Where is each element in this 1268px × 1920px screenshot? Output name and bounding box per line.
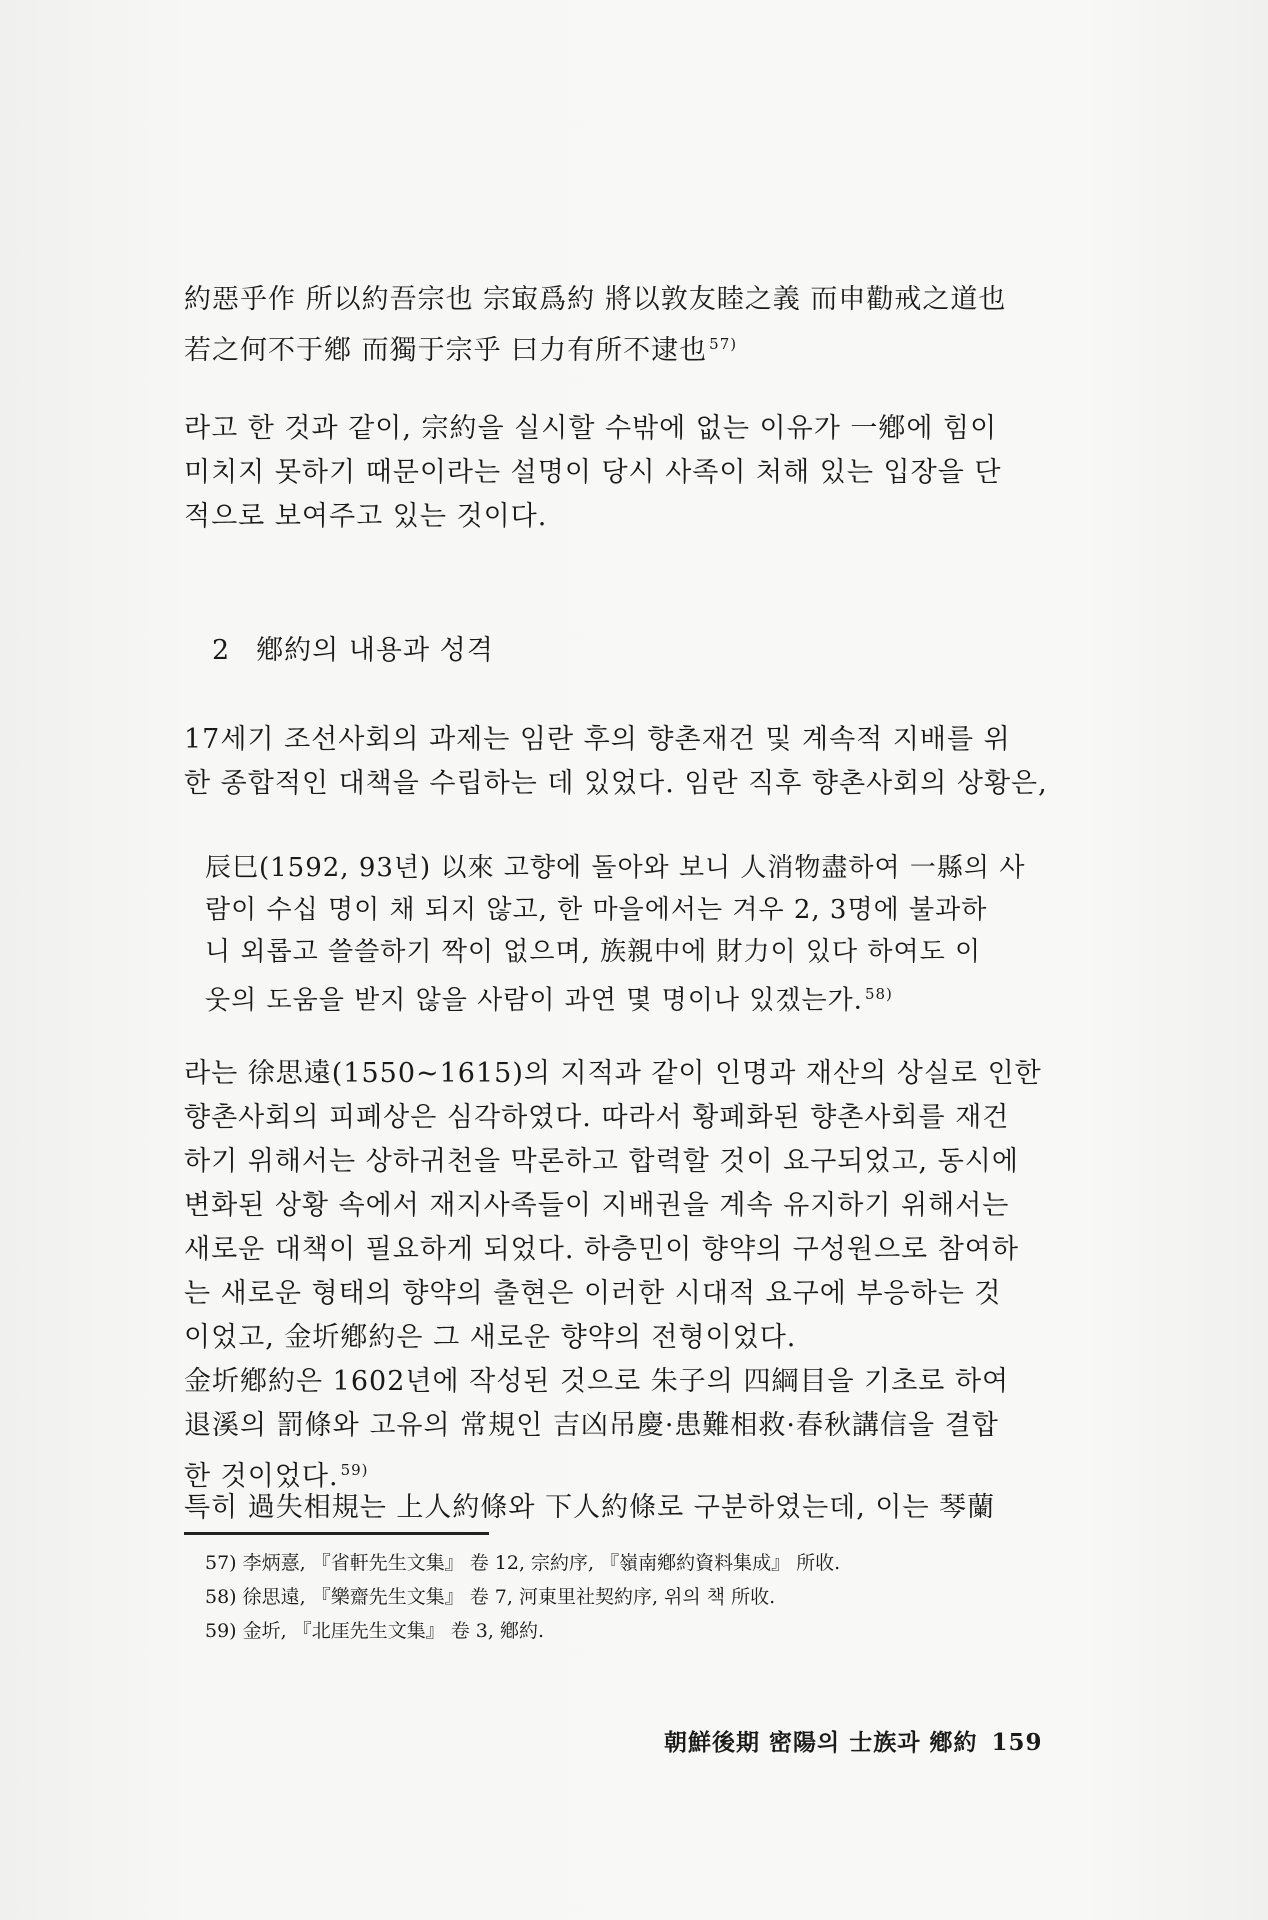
paragraph [184,718,1084,806]
paragraph [184,407,1084,539]
text-line: 金圻鄕約은 1602년에 작성된 것으로 朱子의 四綱目을 기초로 하여 [184,1366,1010,1397]
text-line: 한 종합적인 대책을 수립하는 데 있었다. 임란 직후 향촌사회의 상황은, [184,768,1048,799]
section-title: 鄕約의 내용과 성격 [256,635,494,666]
block-quote [205,847,1085,1015]
section-number: 2 [212,635,231,666]
quote-text: 若之何不于鄕 而獨于宗乎 曰力有所不逮也 [184,335,708,366]
footnote: 58) 徐思遠, 『樂齋先生文集』 卷 7, 河東里社契約序, 위의 책 所收. [205,1586,776,1608]
classical-quote [184,278,1084,366]
quote-line [184,322,1084,366]
text: 한 것이었다. [184,1461,339,1492]
paragraph [184,1052,1084,1360]
page-number: 159 [991,1729,1043,1756]
text-line: 향촌사회의 피폐상은 심각하였다. 따라서 황폐화된 향촌사회를 재건 [184,1102,1010,1133]
footnote: 57) 李炳憙, 『省軒先生文集』 卷 12, 宗約序, 『嶺南鄕約資料集成』 所收. [205,1552,841,1574]
text-line: 는 새로운 형태의 향약의 출현은 이러한 시대적 요구에 부응하는 것 [184,1278,1002,1309]
footnote-ref-57: 57) [709,335,738,353]
quote-text: 웃의 도움을 받지 않을 사람이 과연 몇 명이나 있겠는가. [205,985,863,1016]
footnote: 59) 金圻, 『北厓先生文集』 卷 3, 鄕約. [205,1620,544,1642]
footnotes [205,1546,1065,1648]
text-line: 하기 위해서는 상하귀천을 막론하고 합력할 것이 요구되었고, 동시에 [184,1146,1019,1177]
text-line: 17세기 조선사회의 과제는 임란 후의 향촌재건 및 계속적 지배를 위 [184,724,1011,755]
text-line: 라고 한 것과 같이, 宗約을 실시할 수밖에 없는 이유가 一鄕에 힘이 [184,413,998,444]
quote-line: 니 외롭고 쓸쓸하기 짝이 없으며, 族親中에 財力이 있다 하여도 이 [205,937,982,967]
text-line: 라는 徐思遠(1550~1615)의 지적과 같이 인명과 재산의 상실로 인한 [184,1058,1042,1089]
text-line: 미치지 못하기 때문이라는 설명이 당시 사족이 처해 있는 입장을 단 [184,457,1002,488]
footnote-divider [184,1532,489,1535]
running-footer [664,1724,1042,1757]
text-line: 退溪의 罰條와 고유의 常規인 吉凶吊慶·患難相救·春秋講信을 결합 [184,1410,999,1441]
quote-line [205,973,1085,1015]
text-line: 이었고, 金圻鄕約은 그 새로운 향약의 전형이었다. [184,1322,797,1353]
quote-line: 람이 수십 명이 채 되지 않고, 한 마을에서는 겨우 2, 3명에 불과하 [205,895,988,925]
section-heading [212,628,494,667]
running-title: 朝鮮後期 密陽의 士族과 鄕約 [664,1729,978,1756]
quote-line: 辰巳(1592, 93년) 以來 고향에 돌아와 보니 人消物盡하여 一縣의 사 [205,853,1026,883]
footnote-ref-59: 59) [340,1461,369,1479]
quote-line: 約惡乎作 所以約吾宗也 宗㝡爲約 將以敦友睦之義 而申勸戒之道也 [184,284,1007,315]
text-line: 특히 過失相規는 上人約條와 下人約條로 구분하였는데, 이는 琴蘭 [184,1492,996,1523]
footnote-ref-58: 58) [864,985,893,1003]
paragraph [184,1360,1084,1492]
text-line: 새로운 대책이 필요하게 되었다. 하층민이 향약의 구성원으로 참여하 [184,1234,1019,1265]
text-line: 적으로 보여주고 있는 것이다. [184,501,548,532]
text-line: 변화된 상황 속에서 재지사족들이 지배권을 계속 유지하기 위해서는 [184,1190,1010,1221]
paragraph [184,1486,1084,1530]
